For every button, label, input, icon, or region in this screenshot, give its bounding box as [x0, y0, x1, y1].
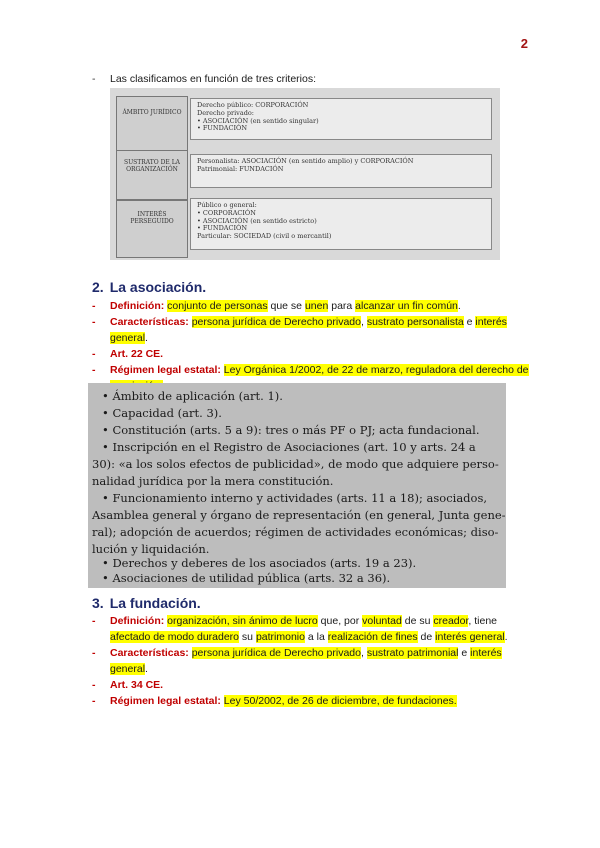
item-label: Características: — [110, 316, 189, 328]
intro-line — [92, 73, 316, 85]
article-ref: Art. 22 CE. — [110, 348, 164, 360]
dash-bullet: - — [92, 348, 96, 360]
plain-text: a la — [304, 631, 328, 643]
item-label: Características: — [110, 647, 189, 659]
plain-text: que, por — [317, 615, 363, 627]
row-label-ambito: ÁMBITO JURÍDICO — [116, 96, 188, 154]
diagram-line: Público o general: — [197, 201, 257, 209]
highlighted-text: Ley 50/2002, de 26 de diciembre, de fundaciones. — [223, 695, 457, 707]
excerpt-line: lución y liquidación. — [92, 542, 210, 556]
highlighted-text: sustrato personalista — [366, 316, 464, 328]
highlighted-text: Ley Orgánica 1/2002, de 22 de marzo, reguladora del derecho de — [110, 364, 529, 392]
dash-bullet: - — [92, 695, 96, 707]
asociacion-list — [92, 298, 532, 394]
row-label-interes: INTERÉS PERSEGUIDO — [116, 200, 188, 258]
excerpt-line: • Funcionamiento interno y actividades (arts. 11 a 18); asociados, — [102, 491, 488, 505]
list-item-definicion — [92, 613, 532, 645]
fundacion-list — [92, 613, 532, 709]
plain-text: , — [361, 647, 367, 659]
excerpt-line: • Capacidad (art. 3). — [102, 406, 222, 420]
page-number: 2 — [520, 36, 528, 51]
excerpt-line: nalidad jurídica por la mera constitución. — [92, 474, 334, 488]
highlighted-text: realización de fines — [327, 631, 418, 643]
diagram-line: Derecho privado: — [197, 108, 254, 117]
plain-text: , — [361, 316, 367, 328]
plain-text: . — [145, 332, 148, 344]
section-number: 3. — [92, 595, 104, 611]
excerpt-line: • Constitución (arts. 5 a 9): tres o más PF o PJ; acta fundacional. — [102, 423, 480, 437]
highlighted-text: unen — [304, 300, 329, 312]
dash-bullet: - — [92, 300, 96, 312]
classification-diagram-photo — [110, 88, 500, 260]
highlighted-text: organización, sin ánimo de lucro — [167, 615, 318, 627]
list-item-definicion — [92, 298, 532, 314]
excerpt-line: Asamblea general y órgano de representación (en general, Junta gene- — [92, 508, 506, 522]
diagram-line: • FUNDACIÓN — [197, 124, 248, 133]
dash-bullet: - — [92, 73, 96, 85]
plain-text: . — [145, 663, 148, 675]
section-number: 2. — [92, 279, 104, 295]
list-item-art — [92, 677, 532, 693]
list-item-art — [92, 346, 532, 362]
diagram-line: Personalista: ASOCIACIÓN (en sentido amplio) y CORPORACIÓN — [197, 157, 414, 165]
plain-text: que se — [267, 300, 305, 312]
highlighted-text: persona jurídica de Derecho privado — [191, 316, 361, 328]
highlighted-text: afectado de modo duradero — [110, 631, 240, 643]
list-item-caracteristicas — [92, 645, 532, 677]
dash-bullet: - — [92, 615, 96, 627]
excerpt-line: • Ámbito de aplicación (art. 1). — [102, 389, 283, 403]
section-heading-fundacion — [92, 595, 201, 611]
highlighted-text: interés general — [435, 631, 505, 643]
highlighted-text: voluntad — [362, 615, 402, 627]
excerpt-line: • Derechos y deberes de los asociados (arts. 19 a 23). — [102, 556, 417, 570]
excerpt-line: ral); adopción de acuerdos; régimen de actividades económicas; diso- — [92, 525, 499, 539]
highlighted-text: persona jurídica de Derecho privado — [191, 647, 361, 659]
article-ref: Art. 34 CE. — [110, 679, 164, 691]
section-title: La fundación. — [109, 595, 201, 611]
diagram-line: • FUNDACIÓN — [197, 224, 248, 233]
diagram-line: • CORPORACIÓN — [197, 208, 256, 217]
list-item-caracteristicas — [92, 314, 532, 346]
diagram-line: Derecho público: CORPORACIÓN — [197, 101, 309, 109]
plain-text: . — [504, 631, 508, 643]
row-content-ambito — [190, 98, 492, 140]
excerpt-line: 30): «a los solos efectos de publicidad», de modo que adquiere perso- — [92, 457, 499, 471]
highlighted-text: sustrato patrimonial — [366, 647, 459, 659]
plain-text: de su — [401, 615, 434, 627]
highlighted-text: conjunto de personas — [167, 300, 268, 312]
section-heading-asociacion — [92, 279, 206, 295]
excerpt-line: • Inscripción en el Registro de Asociaciones (art. 10 y arts. 24 a — [102, 440, 476, 454]
plain-text: para — [328, 300, 356, 312]
list-item-regimen — [92, 693, 532, 709]
row-content-sustrato — [190, 154, 492, 188]
plain-text: su — [239, 631, 256, 643]
plain-text: . — [457, 300, 461, 312]
diagram-line: Patrimonial: FUNDACIÓN — [197, 164, 284, 173]
intro-text: Las clasificamos en función de tres criterios: — [110, 73, 317, 85]
highlighted-text: interés general — [110, 647, 502, 675]
section-title: La asociación. — [109, 279, 207, 295]
dash-bullet: - — [92, 316, 96, 328]
textbook-excerpt-photo — [88, 383, 506, 588]
dash-bullet: - — [92, 364, 96, 376]
excerpt-line: • Asociaciones de utilidad pública (arts. 32 a 36). — [102, 571, 391, 585]
item-label: Régimen legal estatal: — [110, 695, 221, 707]
row-label-sustrato: SUSTRATO DE LA ORGANIZACIÓN — [116, 150, 188, 200]
row-content-interes — [190, 198, 492, 250]
item-label: Régimen legal estatal: — [110, 364, 221, 376]
item-label: Definición: — [110, 300, 165, 312]
diagram-line: • ASOCIACIÓN (en sentido estricto) — [197, 216, 317, 225]
dash-bullet: - — [92, 647, 96, 659]
item-label: Definición: — [110, 615, 165, 627]
plain-text: e — [463, 316, 476, 328]
highlighted-text: patrimonio — [255, 631, 305, 643]
diagram-line: Particular: SOCIEDAD (civil o mercantil) — [197, 232, 332, 241]
highlighted-text: interés general — [110, 316, 507, 344]
diagram-line: • ASOCIACIÓN (en sentido singular) — [197, 116, 319, 125]
plain-text: , tiene — [468, 615, 498, 627]
highlighted-text: creador — [433, 615, 469, 627]
plain-text: de — [417, 631, 436, 643]
highlighted-text: alcanzar un fin común — [355, 300, 458, 312]
dash-bullet: - — [92, 679, 96, 691]
plain-text: e — [458, 647, 471, 659]
